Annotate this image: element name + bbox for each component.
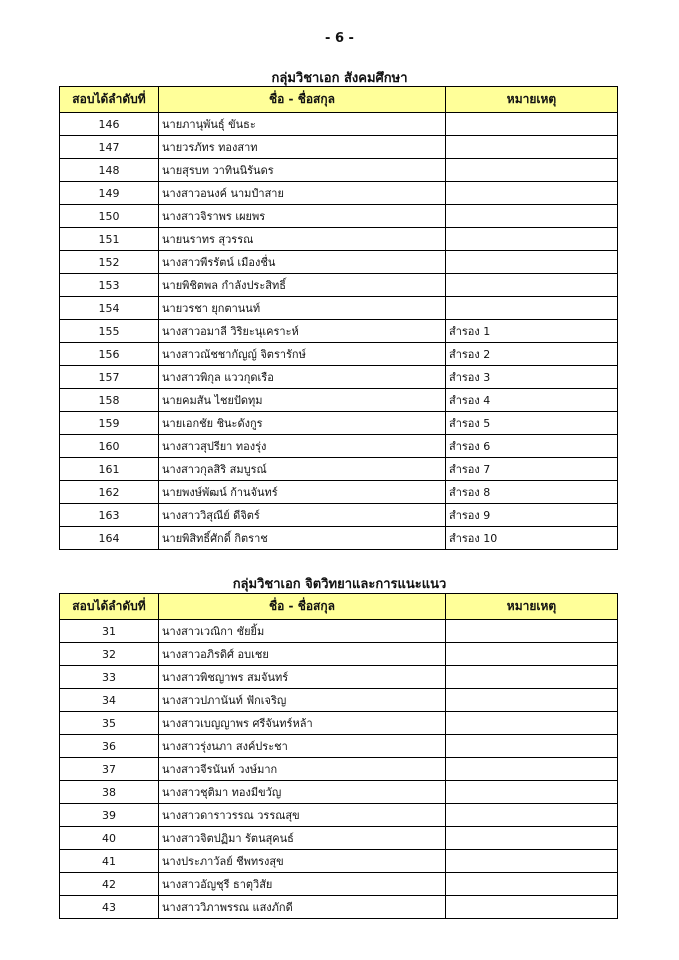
note-cell: สำรอง 4 xyxy=(446,389,618,412)
table-row xyxy=(60,827,618,850)
rank-cell: 35 xyxy=(60,712,159,735)
section-title-psychology-guidance: กลุ่มวิชาเอก จิตวิทยาและการแนะแนว xyxy=(232,577,447,592)
table-row xyxy=(60,343,618,366)
name-cell: นายพิชิตพล กำลังประสิทธิ์ xyxy=(159,274,446,297)
note-cell xyxy=(446,297,618,320)
name-cell: นายพงษ์พัฒน์ ก้านจันทร์ xyxy=(159,481,446,504)
table-row xyxy=(60,366,618,389)
note-cell: สำรอง 6 xyxy=(446,435,618,458)
name-cell: นางสาวพิชญาพร สมจันทร์ xyxy=(159,666,446,689)
table-row xyxy=(60,481,618,504)
rank-cell: 41 xyxy=(60,850,159,873)
rank-cell: 151 xyxy=(60,228,159,251)
note-cell: สำรอง 5 xyxy=(446,412,618,435)
rank-cell: 150 xyxy=(60,205,159,228)
column-header-rank: สอบได้ลำดับที่ xyxy=(60,87,159,113)
rank-cell: 159 xyxy=(60,412,159,435)
name-cell: นางสาวอมาลี วิริยะนุเคราะห์ xyxy=(159,320,446,343)
table-row xyxy=(60,620,618,643)
rank-cell: 155 xyxy=(60,320,159,343)
table-row xyxy=(60,297,618,320)
rank-cell: 36 xyxy=(60,735,159,758)
rank-cell: 147 xyxy=(60,136,159,159)
note-cell: สำรอง 9 xyxy=(446,504,618,527)
table-row xyxy=(60,228,618,251)
column-header-name: ชื่อ - ชื่อสกุล xyxy=(159,87,446,113)
table-row xyxy=(60,896,618,919)
name-cell: นายภานุพันธุ์ ขันธะ xyxy=(159,113,446,136)
table-row xyxy=(60,435,618,458)
name-cell: นางสาวดาราวรรณ วรรณสุข xyxy=(159,804,446,827)
note-cell xyxy=(446,205,618,228)
name-cell: นางสาววิสุณีย์ ดีจิตร์ xyxy=(159,504,446,527)
name-cell: นางสาวจิตปฏิมา รัตนสุคนธ์ xyxy=(159,827,446,850)
rank-cell: 31 xyxy=(60,620,159,643)
name-cell: นางสาวพีรรัตน์ เมืองชื่น xyxy=(159,251,446,274)
note-cell xyxy=(446,804,618,827)
note-cell: สำรอง 7 xyxy=(446,458,618,481)
name-cell: นางสาวอนงค์ นามปำสาย xyxy=(159,182,446,205)
table-row xyxy=(60,205,618,228)
table-row xyxy=(60,504,618,527)
rank-cell: 148 xyxy=(60,159,159,182)
note-cell xyxy=(446,758,618,781)
name-cell: นางสาวเบญญาพร ศรีจันทร์หล้า xyxy=(159,712,446,735)
name-cell: นางสาวอภิรดิศ์ อบเชย xyxy=(159,643,446,666)
column-header-name: ชื่อ - ชื่อสกุล xyxy=(159,594,446,620)
rank-cell: 154 xyxy=(60,297,159,320)
note-cell xyxy=(446,620,618,643)
name-cell: นายสุรบท วาทินนิรันดร xyxy=(159,159,446,182)
note-cell xyxy=(446,873,618,896)
rank-cell: 163 xyxy=(60,504,159,527)
table-row xyxy=(60,666,618,689)
rank-cell: 164 xyxy=(60,527,159,550)
name-cell: นางสาวอัญชุรี ธาตุวิสัย xyxy=(159,873,446,896)
rank-cell: 156 xyxy=(60,343,159,366)
table-row xyxy=(60,274,618,297)
rank-cell: 146 xyxy=(60,113,159,136)
note-cell xyxy=(446,827,618,850)
rank-cell: 158 xyxy=(60,389,159,412)
table-row xyxy=(60,458,618,481)
rank-cell: 162 xyxy=(60,481,159,504)
table-row xyxy=(60,781,618,804)
name-cell: นายเอกชัย ชินะดังกูร xyxy=(159,412,446,435)
note-cell: สำรอง 10 xyxy=(446,527,618,550)
name-cell: นางสาวชุติมา ทองมีขวัญ xyxy=(159,781,446,804)
rank-cell: 42 xyxy=(60,873,159,896)
note-cell xyxy=(446,182,618,205)
table-row xyxy=(60,850,618,873)
name-cell: นางสาวปภานันท์ ฟักเจริญ xyxy=(159,689,446,712)
table-row xyxy=(60,758,618,781)
table-row xyxy=(60,389,618,412)
rank-cell: 161 xyxy=(60,458,159,481)
results-table-social-studies xyxy=(59,86,618,550)
note-cell xyxy=(446,666,618,689)
table-row xyxy=(60,251,618,274)
table-row xyxy=(60,804,618,827)
table-row xyxy=(60,113,618,136)
rank-cell: 152 xyxy=(60,251,159,274)
name-cell: นายวรภัทร ทองสาท xyxy=(159,136,446,159)
table-row xyxy=(60,527,618,550)
rank-cell: 33 xyxy=(60,666,159,689)
column-header-note: หมายเหตุ xyxy=(446,594,618,620)
note-cell xyxy=(446,689,618,712)
results-table-psychology-guidance xyxy=(59,593,618,919)
name-cell: นางสาวรุ่งนภา สงค์ประชา xyxy=(159,735,446,758)
table-header-row xyxy=(60,594,618,620)
note-cell xyxy=(446,159,618,182)
note-cell: สำรอง 2 xyxy=(446,343,618,366)
name-cell: นางประภาวัลย์ ชีพทรงสุข xyxy=(159,850,446,873)
note-cell xyxy=(446,228,618,251)
rank-cell: 38 xyxy=(60,781,159,804)
rank-cell: 40 xyxy=(60,827,159,850)
note-cell xyxy=(446,136,618,159)
name-cell: นางสาวจิราพร เผยพร xyxy=(159,205,446,228)
note-cell xyxy=(446,251,618,274)
section-title-social-studies: กลุ่มวิชาเอก สังคมศึกษา xyxy=(271,71,408,86)
table-row xyxy=(60,873,618,896)
name-cell: นางสาวสุปรียา ทองรุ่ง xyxy=(159,435,446,458)
column-header-rank: สอบได้ลำดับที่ xyxy=(60,594,159,620)
name-cell: นายคมสัน ไชยปัดทุม xyxy=(159,389,446,412)
note-cell xyxy=(446,850,618,873)
rank-cell: 32 xyxy=(60,643,159,666)
name-cell: นางสาวเวณิกา ชัยยิ้ม xyxy=(159,620,446,643)
table-row xyxy=(60,182,618,205)
note-cell xyxy=(446,896,618,919)
table-row xyxy=(60,320,618,343)
table-row xyxy=(60,712,618,735)
rank-cell: 39 xyxy=(60,804,159,827)
table-row xyxy=(60,412,618,435)
name-cell: นางสาวณัชชากัญญ์ จิตรารักษ์ xyxy=(159,343,446,366)
table-header-row xyxy=(60,87,618,113)
table-row xyxy=(60,159,618,182)
name-cell: นายนราทร สุวรรณ xyxy=(159,228,446,251)
note-cell xyxy=(446,643,618,666)
note-cell xyxy=(446,735,618,758)
name-cell: นางสาวกุลสิริ สมบูรณ์ xyxy=(159,458,446,481)
note-cell xyxy=(446,781,618,804)
rank-cell: 43 xyxy=(60,896,159,919)
rank-cell: 149 xyxy=(60,182,159,205)
name-cell: นางสาววิภาพรรณ แสงภักดี xyxy=(159,896,446,919)
note-cell: สำรอง 1 xyxy=(446,320,618,343)
note-cell xyxy=(446,712,618,735)
table-row xyxy=(60,689,618,712)
rank-cell: 153 xyxy=(60,274,159,297)
table-row xyxy=(60,735,618,758)
rank-cell: 160 xyxy=(60,435,159,458)
name-cell: นางสาวพิกุล แววกุดเรือ xyxy=(159,366,446,389)
name-cell: นายพิสิทธิ์ศักดิ์ กิตราช xyxy=(159,527,446,550)
rank-cell: 37 xyxy=(60,758,159,781)
note-cell xyxy=(446,113,618,136)
table-row xyxy=(60,643,618,666)
note-cell xyxy=(446,274,618,297)
name-cell: นางสาวจีรนันท์ วงษ์มาก xyxy=(159,758,446,781)
rank-cell: 157 xyxy=(60,366,159,389)
page-number: - 6 - xyxy=(325,31,354,46)
table-row xyxy=(60,136,618,159)
rank-cell: 34 xyxy=(60,689,159,712)
column-header-note: หมายเหตุ xyxy=(446,87,618,113)
note-cell: สำรอง 3 xyxy=(446,366,618,389)
name-cell: นายวรชา ยุกตานนท์ xyxy=(159,297,446,320)
note-cell: สำรอง 8 xyxy=(446,481,618,504)
